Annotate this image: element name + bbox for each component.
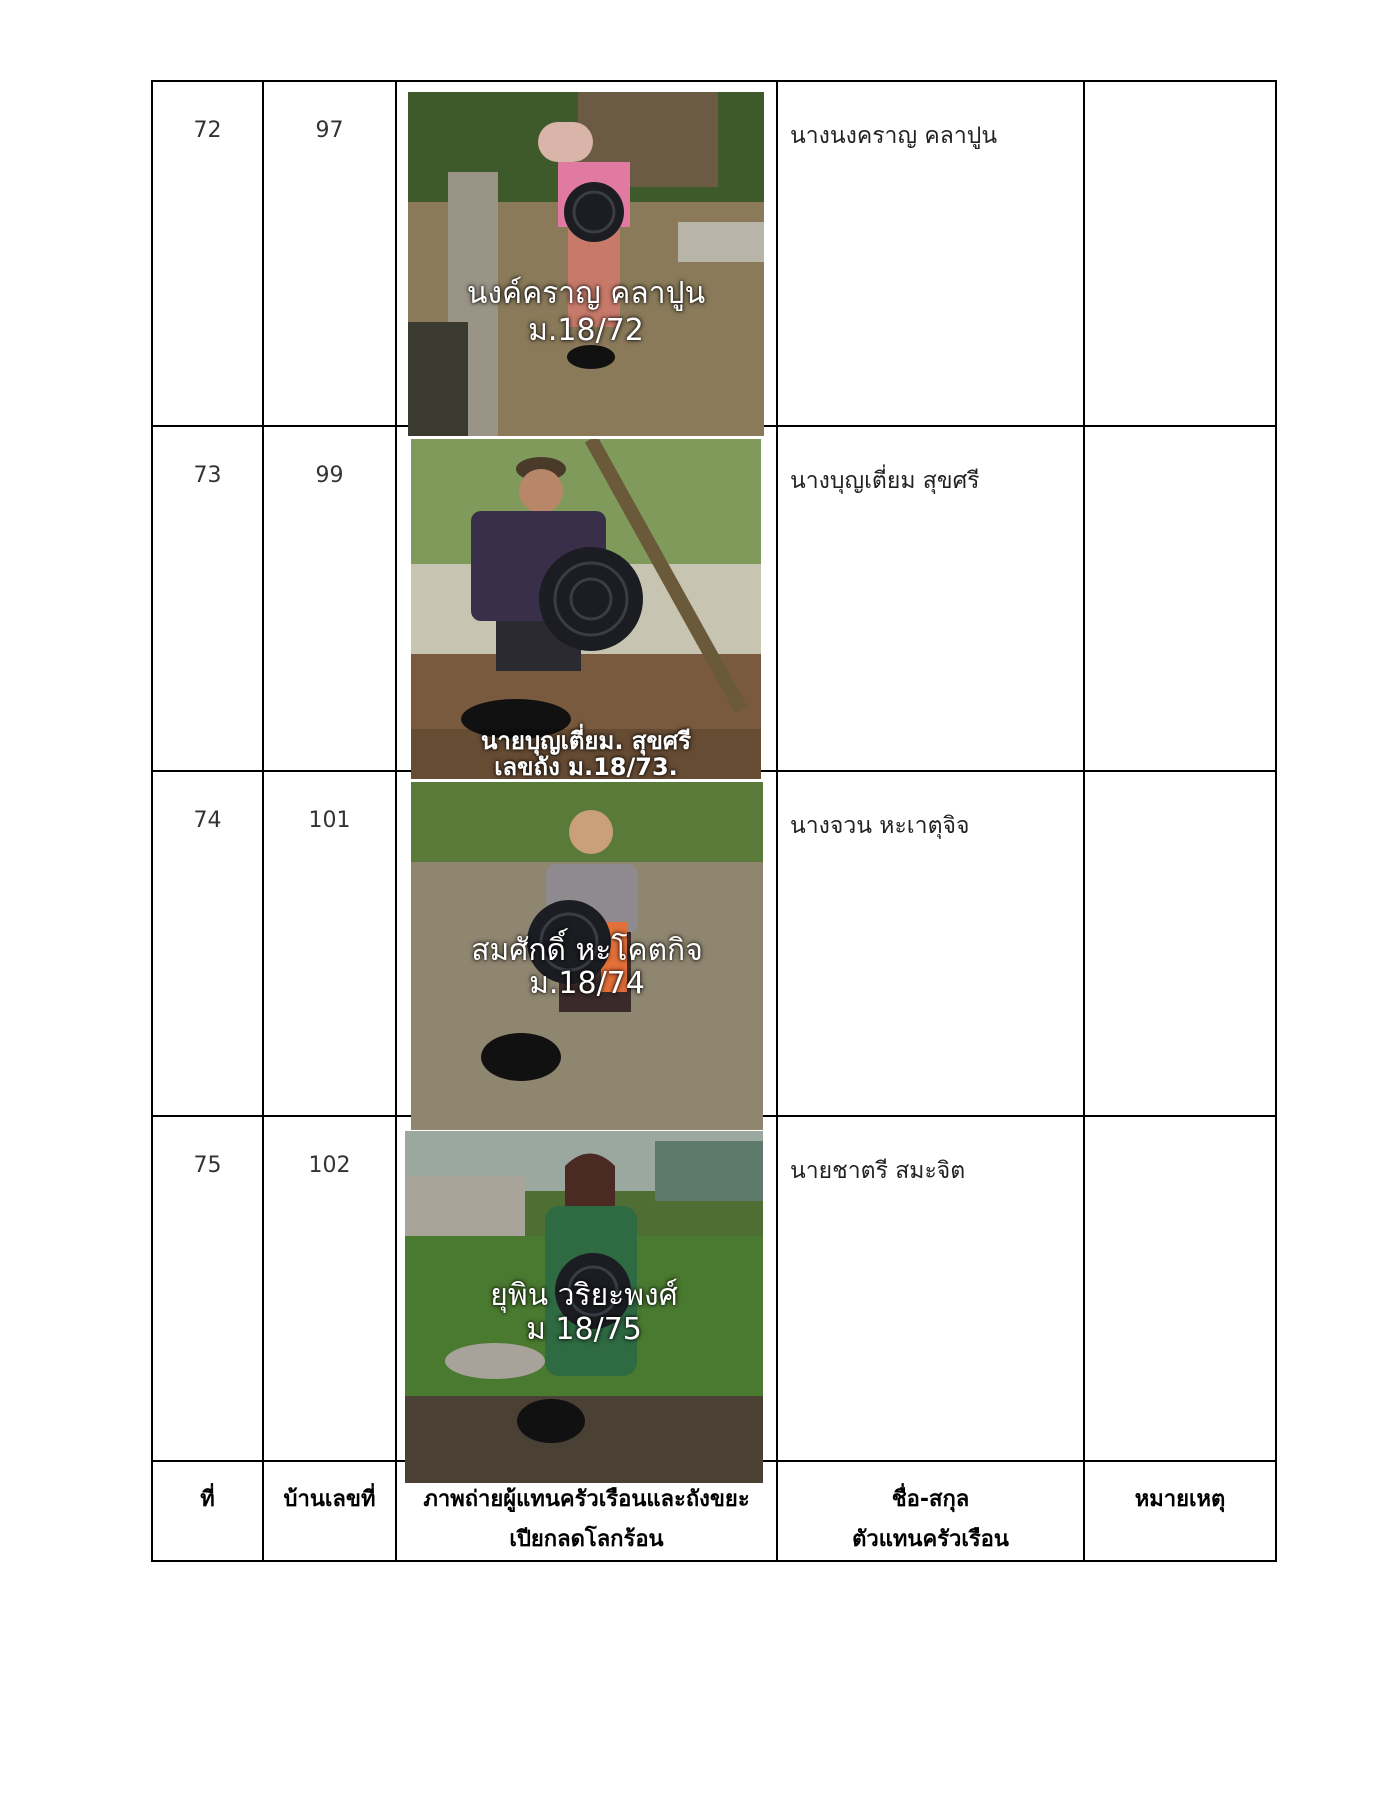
- photo-caption: ยุพิน วริยะพงศ์: [490, 1278, 678, 1313]
- name-cell: [777, 81, 1084, 426]
- representative-name: นายชาตรี สมะจิต: [790, 1158, 966, 1184]
- header-house-label: บ้านเลขที่: [283, 1487, 376, 1512]
- house-number-cell: [263, 81, 396, 426]
- photo-caption: สมศักดิ์ หะโคตกิจ: [471, 933, 703, 968]
- row-number: 73: [193, 463, 222, 488]
- table-row: [152, 1116, 1276, 1461]
- representative-name: นางนงคราญ คลาปูน: [790, 123, 998, 149]
- photo-caption: นงค์คราญ คลาปูน: [466, 276, 706, 311]
- note-cell: [1084, 81, 1276, 426]
- photo-cell: [396, 1116, 777, 1461]
- photo-caption: นายบุญเตี่ยม. สุขศรี: [481, 727, 691, 755]
- photo-caption-code: ม 18/75: [526, 1312, 642, 1347]
- header-photo-line1: ภาพถ่ายผู้แทนครัวเรือนและถังขยะ: [423, 1487, 750, 1512]
- household-photo: [411, 439, 761, 779]
- house-number: 102: [308, 1153, 351, 1178]
- photo-caption-code: ม.18/72: [528, 313, 644, 348]
- table-row: [152, 771, 1276, 1116]
- header-name-line1: ชื่อ-สกุล: [891, 1487, 970, 1512]
- name-cell: [777, 1116, 1084, 1461]
- row-number-cell: [152, 771, 263, 1116]
- photo-cell: [396, 81, 777, 426]
- row-number-cell: [152, 1116, 263, 1461]
- header-no: [152, 1461, 263, 1561]
- representative-name: นางจวน หะเาตุจิจ: [790, 813, 970, 839]
- row-number-cell: [152, 81, 263, 426]
- photo-caption-code: เลขถัง ม.18/73.: [494, 753, 678, 779]
- header-name-line2: ตัวแทนครัวเรือน: [852, 1527, 1009, 1552]
- house-number: 99: [315, 463, 344, 488]
- note-cell: [1084, 1116, 1276, 1461]
- household-photo: [405, 1131, 763, 1483]
- row-number: 74: [193, 808, 222, 833]
- table-row: [152, 426, 1276, 771]
- name-cell: [777, 426, 1084, 771]
- header-note-label: หมายเหตุ: [1134, 1487, 1226, 1512]
- note-cell: [1084, 771, 1276, 1116]
- row-number-cell: [152, 426, 263, 771]
- house-number-cell: [263, 426, 396, 771]
- header-note: [1084, 1461, 1276, 1561]
- table-row: [152, 81, 1276, 426]
- photo-cell: [396, 426, 777, 779]
- representative-name: นางบุญเตี่ยม สุขศรี: [790, 468, 980, 494]
- household-photo: [411, 782, 763, 1130]
- note-cell: [1084, 426, 1276, 771]
- house-number-cell: [263, 1116, 396, 1461]
- header-no-label: ที่: [200, 1487, 215, 1512]
- header-name: [777, 1461, 1084, 1561]
- house-number: 97: [315, 118, 344, 143]
- row-number: 72: [193, 118, 222, 143]
- house-number-cell: [263, 771, 396, 1116]
- household-photo: [408, 92, 764, 436]
- row-number: 75: [193, 1153, 222, 1178]
- header-name-label: [778, 1462, 1083, 1560]
- header-photo-line2: เปียกลดโลกร้อน: [509, 1527, 664, 1552]
- household-table: [151, 80, 1277, 1562]
- photo-cell: [396, 771, 777, 1116]
- house-number: 101: [308, 808, 351, 833]
- photo-caption-code: ม.18/74: [529, 966, 645, 1001]
- name-cell: [777, 771, 1084, 1116]
- header-house: [263, 1461, 396, 1561]
